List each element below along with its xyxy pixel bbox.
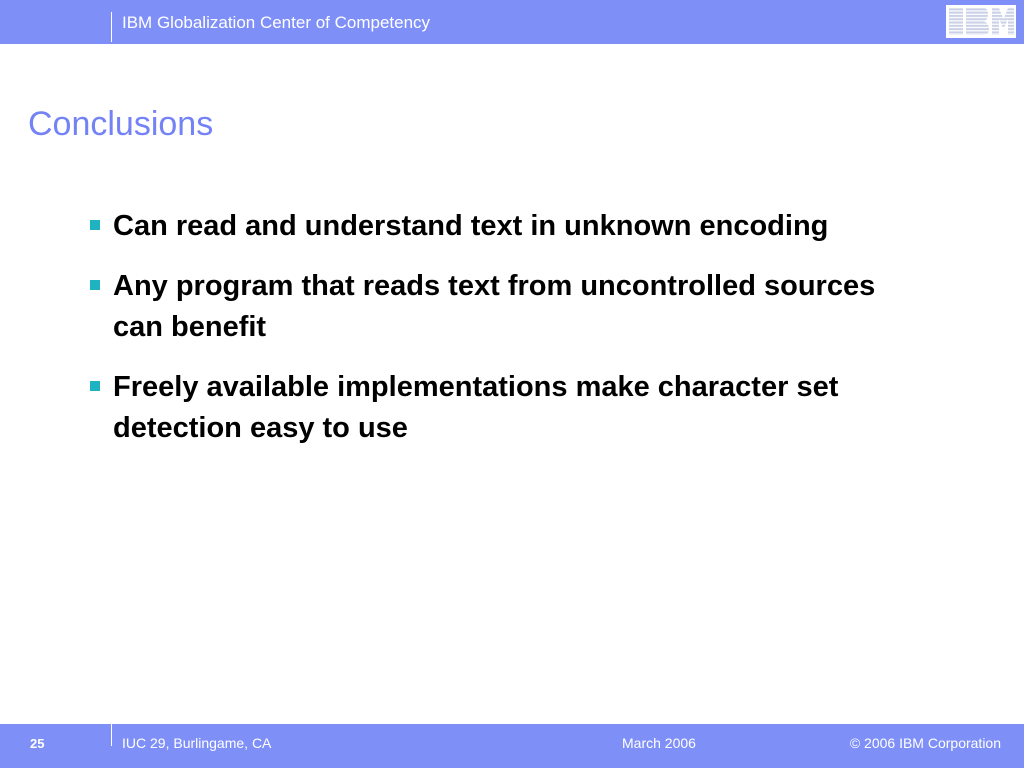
list-item <box>86 367 926 449</box>
bullet-text: Freely available implementations make character set detection easy to use <box>113 371 839 444</box>
footer-copyright: © 2006 IBM Corporation <box>849 735 1001 751</box>
list-item <box>86 266 926 348</box>
footer-event: IUC 29, Burlingame, CA <box>122 735 272 751</box>
square-bullet-icon <box>90 280 100 290</box>
page-number: 25 <box>30 736 45 751</box>
header-divider <box>111 12 112 42</box>
footer-date: March 2006 <box>622 735 696 751</box>
square-bullet-icon <box>90 381 100 391</box>
bullet-list <box>86 206 926 468</box>
ibm-logo-icon <box>946 5 1016 38</box>
header-title: IBM Globalization Center of Competency <box>122 13 431 32</box>
header-bar <box>0 0 1024 44</box>
list-item <box>86 206 926 247</box>
bullet-text: Any program that reads text from uncontrolled sources can benefit <box>113 270 876 343</box>
bullet-text: Can read and understand text in unknown encoding <box>113 210 829 242</box>
square-bullet-icon <box>90 220 100 230</box>
footer-bar <box>0 724 1024 768</box>
slide-title: Conclusions <box>28 105 214 143</box>
footer-divider <box>111 720 112 746</box>
